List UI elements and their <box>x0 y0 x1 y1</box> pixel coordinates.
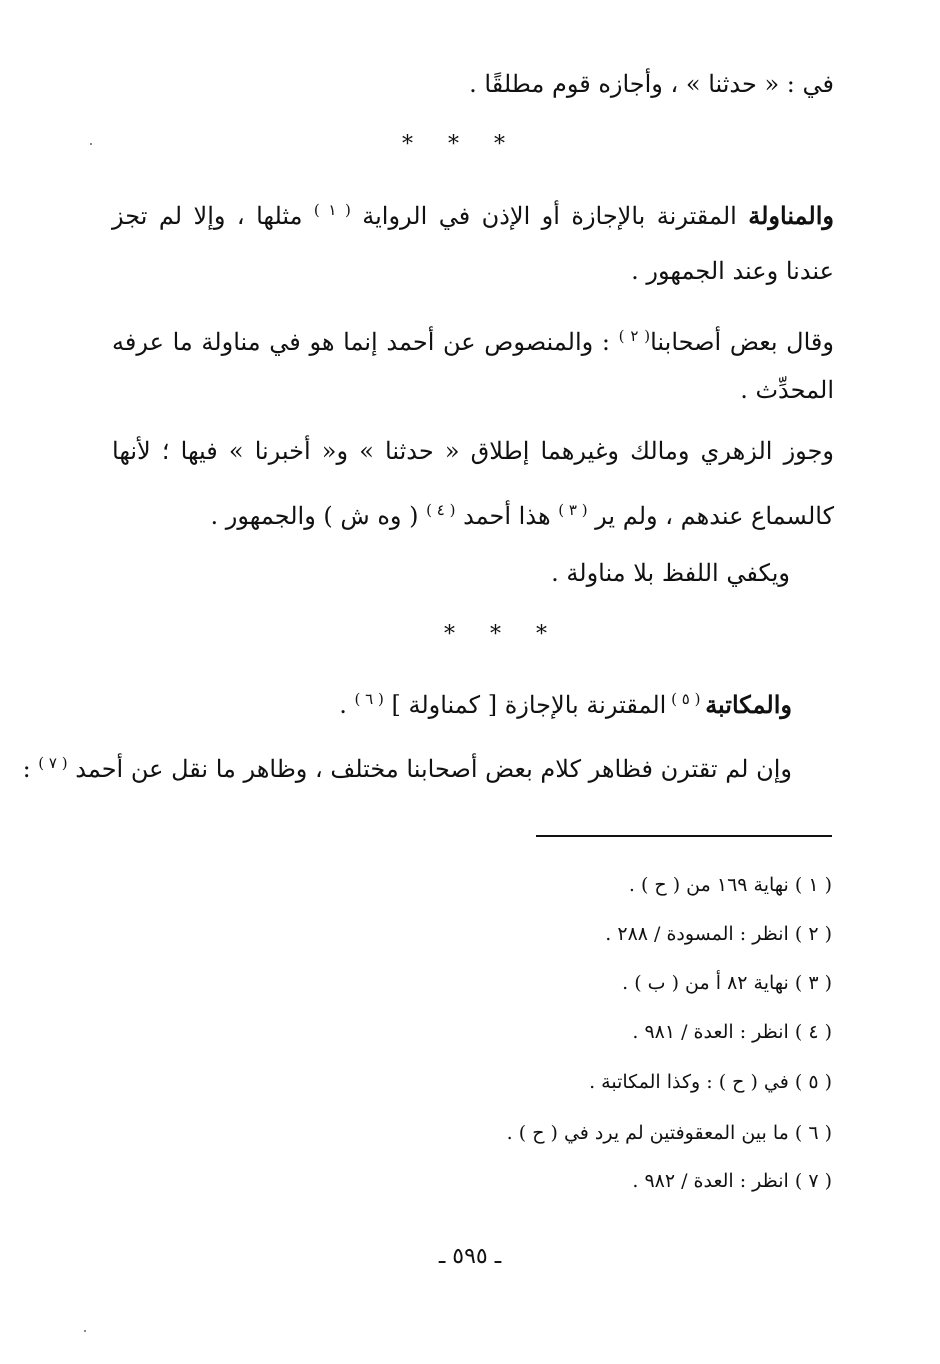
text-segment: ( وه ش ) والجمهور . <box>210 502 427 530</box>
footnote-ref-5: ( ٥ ) <box>666 690 706 708</box>
text-segment: وقال بعض أصحابنا <box>650 328 834 356</box>
text-segment: المقترنة بالإجازة أو الإذن في الرواية <box>350 202 749 230</box>
text-line-opening: في : « حدثنا » ، وأجازه قوم مطلقًا . <box>469 70 834 98</box>
term-munawala: والمناولة <box>748 201 835 230</box>
scan-speck <box>84 1330 86 1332</box>
text-segment: المقترنة بالإجازة [ كمناولة ] <box>383 691 667 719</box>
text-segment: . <box>339 691 355 719</box>
footnote-2: ( ٢ ) انظر : المسودة / ٢٨٨ . <box>605 923 832 945</box>
text-segment: : <box>22 755 39 783</box>
footnote-ref-2: ( ٢ ) <box>618 327 651 345</box>
text-segment: وإن لم تقترن فظاهر كلام بعض أصحابنا مختلف ، وظاهر ما نقل عن أحمد <box>67 755 792 783</box>
footnote-divider <box>536 835 832 837</box>
term-mukataba: والمكاتبة <box>705 690 792 719</box>
footnote-3: ( ٣ ) نهاية ٨٢ أ من ( ب ) . <box>622 972 832 994</box>
paragraph-munawala-line-2: عندنا وعند الجمهور . <box>631 257 834 285</box>
paragraph-qala-line-1 <box>112 318 834 360</box>
footnote-ref-6: ( ٦ ) <box>354 690 384 708</box>
text-segment: : والمنصوص عن أحمد إنما هو في مناولة ما عرفه <box>112 328 619 356</box>
footnote-ref-1: ( ١ ) <box>313 201 351 219</box>
footnote-ref-7: ( ٧ ) <box>38 754 68 772</box>
paragraph-in-lam <box>22 745 792 787</box>
text-segment: مثلها ، وإلا لم تجز <box>112 202 314 230</box>
text-segment: كالسماع عندهم ، ولم ير <box>587 502 834 530</box>
paragraph-qala-line-2: المحدِّث . <box>740 376 834 404</box>
page-number: ـ ٥٩٥ ـ <box>438 1244 502 1269</box>
footnote-7: ( ٧ ) انظر : العدة / ٩٨٢ . <box>632 1170 832 1192</box>
section-separator: * * * <box>402 132 519 157</box>
footnote-ref-3: ( ٣ ) <box>558 501 588 519</box>
section-separator: * * * <box>444 622 561 647</box>
text-segment: هذا أحمد <box>455 502 559 530</box>
footnote-ref-4: ( ٤ ) <box>426 501 456 519</box>
paragraph-yakfi: ويكفي اللفظ بلا مناولة . <box>551 559 790 587</box>
footnote-6: ( ٦ ) ما بين المعقوفتين لم يرد في ( ح ) . <box>506 1122 832 1144</box>
scan-speck <box>90 143 92 145</box>
footnote-5: ( ٥ ) في ( ح ) : وكذا المكاتبة . <box>589 1071 832 1093</box>
paragraph-jawwaz-line-1: وجوز الزهري ومالك وغيرهما إطلاق « حدثنا » و« أخبرنا » فيها ؛ لأنها <box>112 437 834 465</box>
paragraph-munawala-line-1 <box>112 192 834 234</box>
footnote-1: ( ١ ) نهاية ١٦٩ من ( ح ) . <box>628 874 832 896</box>
paragraph-mukataba <box>339 681 792 723</box>
footnote-4: ( ٤ ) انظر : العدة / ٩٨١ . <box>632 1021 832 1043</box>
paragraph-jawwaz-line-2 <box>210 492 834 534</box>
